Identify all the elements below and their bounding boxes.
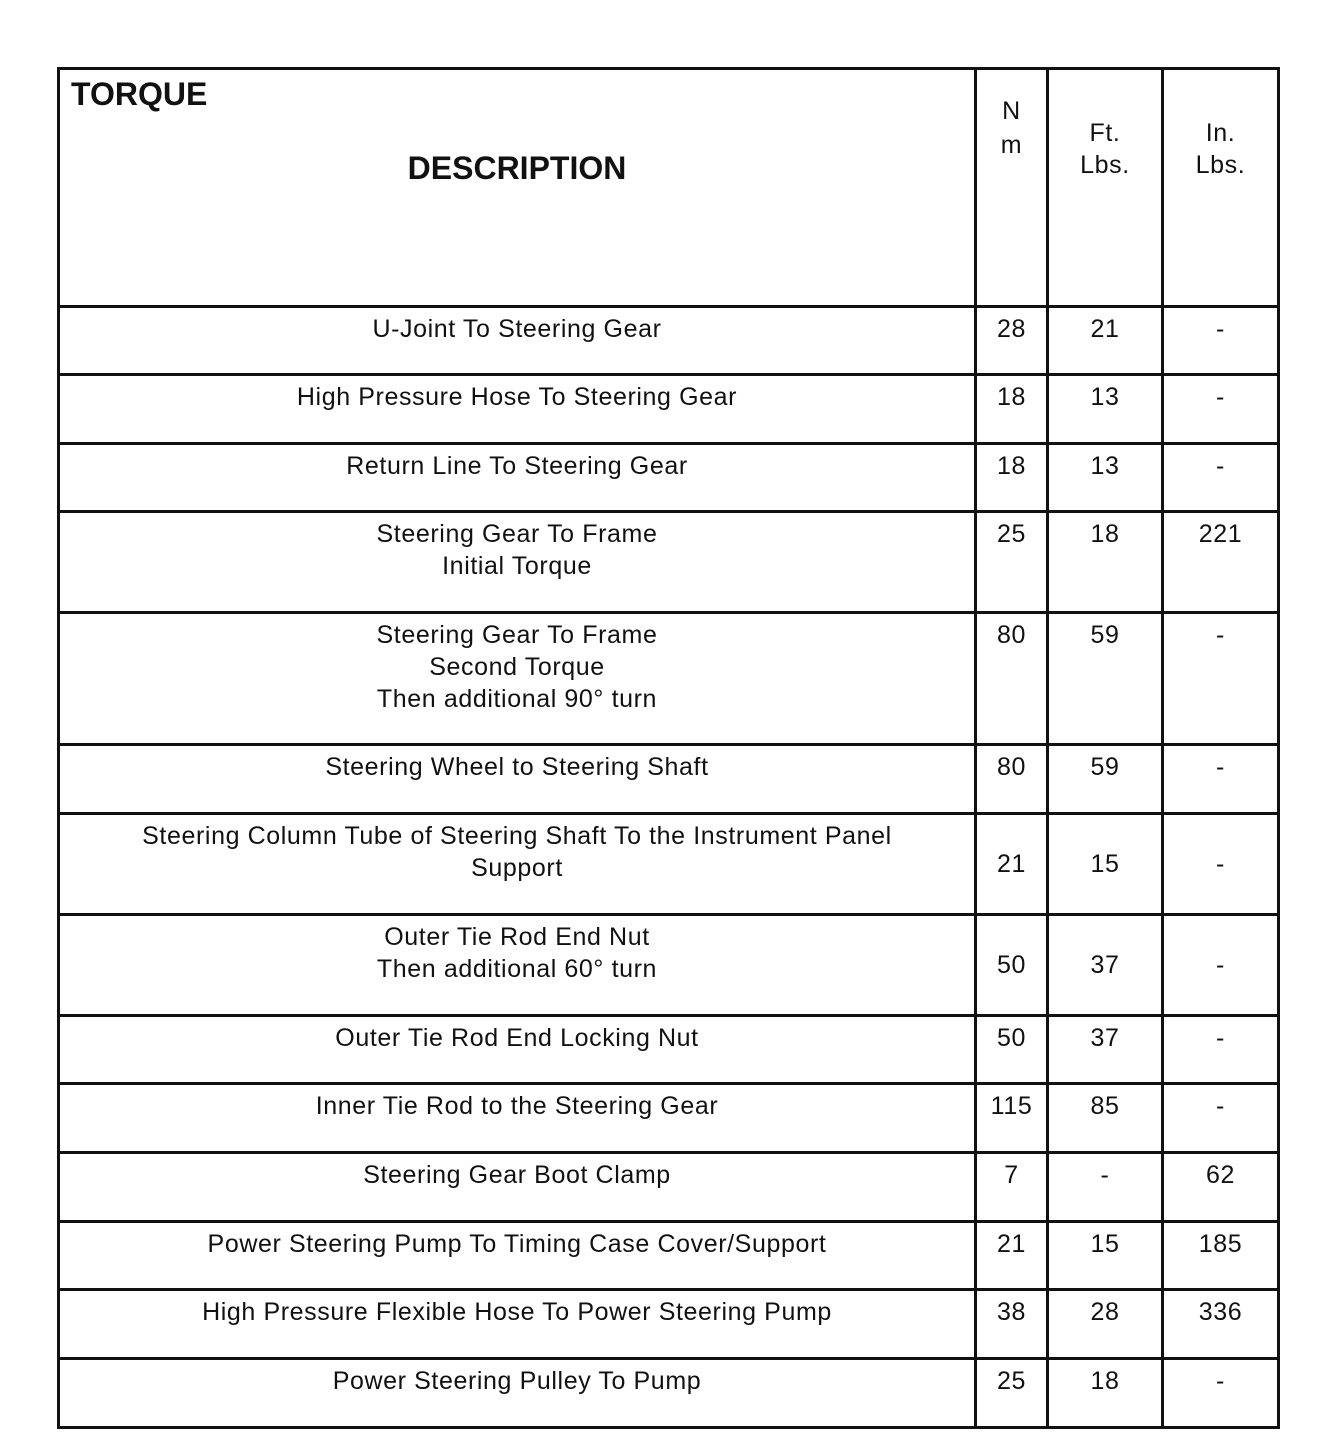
ft-lbs-column-header: Ft. Lbs. [1048,69,1163,307]
row-description [59,613,976,745]
description-line: Steering Gear Boot Clamp [363,1161,671,1189]
description-line: Steering Column Tube of Steering Shaft To the Instrument Panel [142,822,892,850]
description-line: Initial Torque [442,552,592,580]
row-ft-lbs-value: 13 [1048,375,1163,444]
row-description [59,1222,976,1290]
row-nm-value: 80 [976,745,1048,814]
row-description [59,444,976,512]
table-row [59,512,1279,613]
table-row [59,1359,1279,1428]
row-ft-lbs-value: 37 [1048,915,1163,1016]
row-nm-value: 50 [976,1016,1048,1084]
table-row [59,745,1279,814]
row-ft-lbs-value: 21 [1048,307,1163,375]
description-line: Inner Tie Rod to the Steering Gear [315,1092,719,1120]
row-ft-lbs-value: - [1048,1153,1163,1222]
row-in-lbs-value: - [1163,1084,1279,1153]
row-nm-value: 28 [976,307,1048,375]
row-ft-lbs-value: 15 [1048,814,1163,915]
row-description [59,1359,976,1428]
table-row [59,1290,1279,1359]
row-description [59,915,976,1016]
description-line: Then additional 90° turn [376,685,658,713]
row-nm-value: 21 [976,1222,1048,1290]
row-ft-lbs-value: 28 [1048,1290,1163,1359]
row-in-lbs-value: 62 [1163,1153,1279,1222]
row-nm-value: 80 [976,613,1048,745]
table-row [59,1084,1279,1153]
description-column-header: DESCRIPTION [407,150,627,186]
table-row [59,444,1279,512]
row-nm-value: 115 [976,1084,1048,1153]
row-nm-value: 25 [976,1359,1048,1428]
row-in-lbs-value: - [1163,613,1279,745]
table-row [59,915,1279,1016]
table-row [59,375,1279,444]
row-ft-lbs-value: 85 [1048,1084,1163,1153]
table-row [59,307,1279,375]
row-nm-value: 18 [976,375,1048,444]
table-row [59,613,1279,745]
row-in-lbs-value: - [1163,915,1279,1016]
row-in-lbs-value: - [1163,814,1279,915]
row-ft-lbs-value: 37 [1048,1016,1163,1084]
row-ft-lbs-value: 18 [1048,1359,1163,1428]
nm-column-header: N m [976,69,1048,307]
row-in-lbs-value: - [1163,375,1279,444]
row-description [59,745,976,814]
table-row [59,1153,1279,1222]
header-description-cell [59,69,976,307]
row-description [59,1084,976,1153]
description-line: Power Steering Pulley To Pump [332,1367,702,1395]
row-in-lbs-value: - [1163,745,1279,814]
description-line: Outer Tie Rod End Locking Nut [335,1024,699,1052]
row-in-lbs-value: 221 [1163,512,1279,613]
row-nm-value: 50 [976,915,1048,1016]
row-nm-value: 21 [976,814,1048,915]
description-line: Support [471,854,563,882]
table-body [59,307,1279,1428]
description-line: U-Joint To Steering Gear [372,315,662,343]
description-line: Power Steering Pump To Timing Case Cover/Support [207,1230,827,1258]
description-line: Steering Wheel to Steering Shaft [325,753,709,781]
row-nm-value: 7 [976,1153,1048,1222]
row-description [59,375,976,444]
row-in-lbs-value: 185 [1163,1222,1279,1290]
description-line: Outer Tie Rod End Nut [384,923,650,951]
row-nm-value: 18 [976,444,1048,512]
row-description [59,512,976,613]
description-line: Return Line To Steering Gear [346,452,688,480]
description-line: Steering Gear To Frame [376,621,658,649]
row-ft-lbs-value: 59 [1048,745,1163,814]
row-description [59,1290,976,1359]
table-title: TORQUE [71,76,208,112]
description-line: Steering Gear To Frame [376,520,658,548]
row-in-lbs-value: - [1163,307,1279,375]
table-header-row [59,69,1279,307]
description-line: Second Torque [429,653,605,681]
table-row [59,814,1279,915]
row-ft-lbs-value: 18 [1048,512,1163,613]
row-ft-lbs-value: 13 [1048,444,1163,512]
row-in-lbs-value: - [1163,1359,1279,1428]
row-in-lbs-value: - [1163,1016,1279,1084]
description-line: Then additional 60° turn [376,955,658,983]
torque-spec-table [57,67,1280,1429]
in-lbs-column-header: In. Lbs. [1163,69,1279,307]
row-description [59,1153,976,1222]
table-row [59,1222,1279,1290]
description-line: High Pressure Hose To Steering Gear [296,383,738,411]
row-in-lbs-value: - [1163,444,1279,512]
row-ft-lbs-value: 59 [1048,613,1163,745]
description-line: High Pressure Flexible Hose To Power Steering Pump [202,1298,832,1326]
table-row [59,1016,1279,1084]
row-ft-lbs-value: 15 [1048,1222,1163,1290]
row-nm-value: 38 [976,1290,1048,1359]
row-in-lbs-value: 336 [1163,1290,1279,1359]
row-description [59,307,976,375]
row-nm-value: 25 [976,512,1048,613]
row-description [59,814,976,915]
row-description [59,1016,976,1084]
